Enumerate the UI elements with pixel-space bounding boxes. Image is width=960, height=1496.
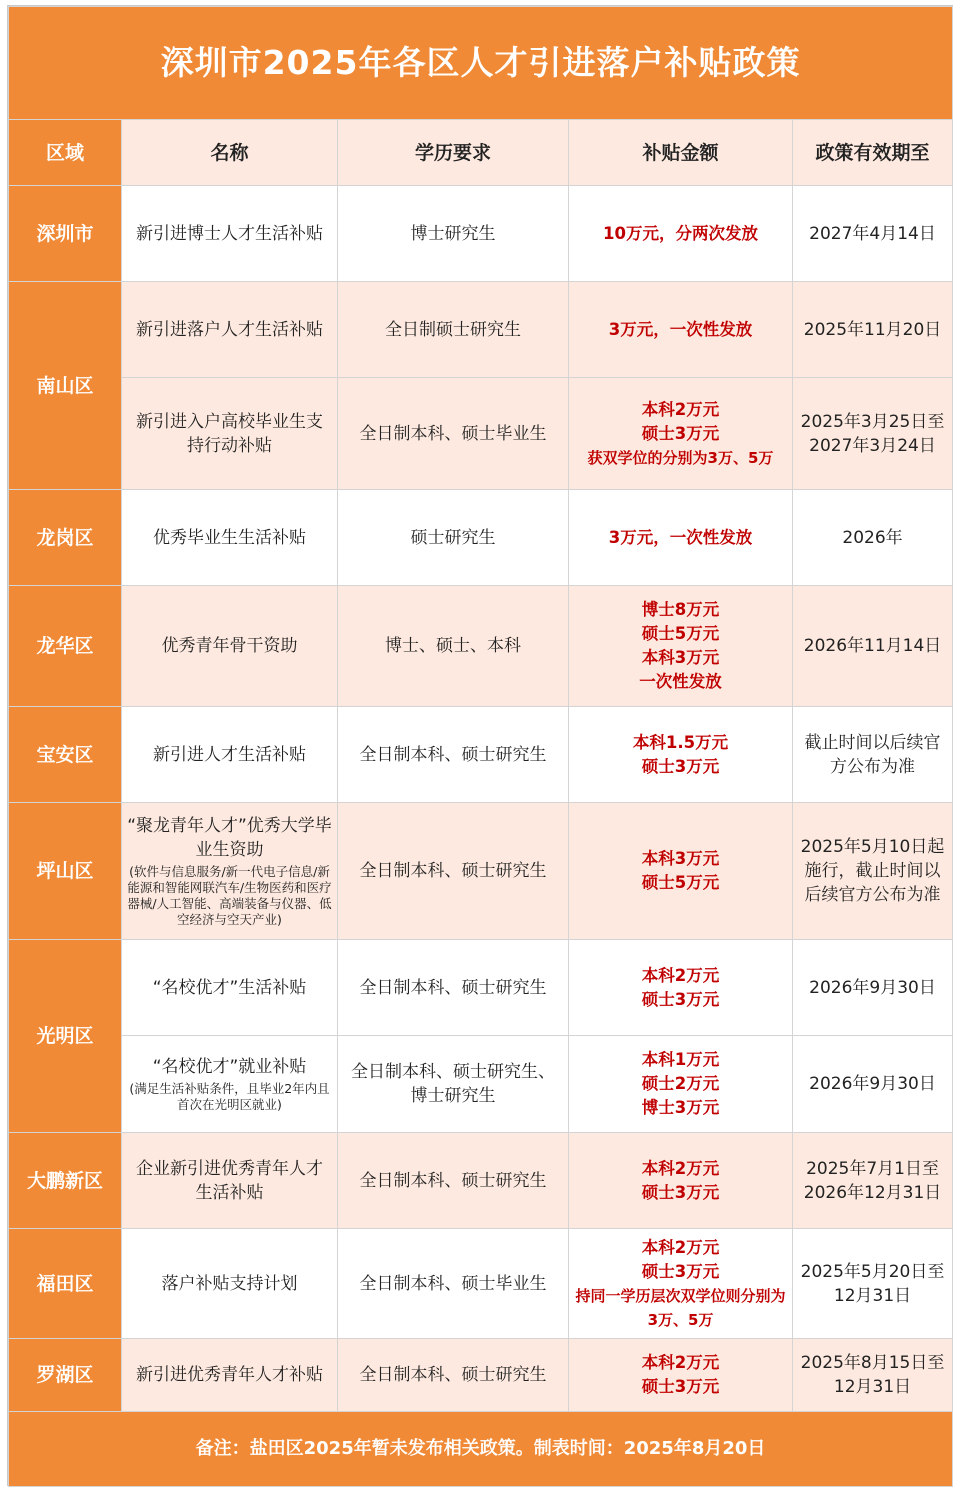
valid-cell (793, 940, 953, 1036)
amount-line: 硕士5万元 (641, 873, 720, 892)
table-row (9, 378, 953, 490)
table-row (9, 707, 953, 803)
valid-line: 方公布为准 (830, 756, 916, 777)
valid-line: 12月31日 (833, 1285, 912, 1306)
region-cell: 坪山区 (9, 803, 122, 940)
amount-line: 本科2万元 (641, 965, 720, 985)
amount-line: 持同一学历层次双学位则分别为3万、5万 (575, 1286, 786, 1329)
amount-line: 本科2万元 (641, 1237, 720, 1257)
valid-cell (793, 1133, 953, 1229)
name-cell: 优秀毕业生生活补贴 (122, 490, 338, 586)
education-cell: 全日制本科、硕士研究生 (338, 707, 569, 803)
education-cell: 博士研究生 (338, 186, 569, 282)
region-cell: 大鹏新区 (9, 1133, 122, 1229)
amount-cell (569, 586, 793, 707)
header-amount: 补贴金额 (569, 120, 793, 186)
amount-cell (569, 1133, 793, 1229)
region-cell: 罗湖区 (9, 1339, 122, 1412)
valid-line: 2026年9月30日 (809, 1074, 936, 1094)
name-cell: 新引进博士人才生活补贴 (122, 186, 338, 282)
valid-line: 2027年4月14日 (809, 223, 936, 244)
amount-line: 本科1.5万元 (632, 732, 729, 752)
valid-line: 2026年12月31日 (803, 1182, 942, 1203)
education-cell: 全日制本科、硕士毕业生 (338, 1229, 569, 1339)
table-row (9, 803, 953, 940)
valid-cell (793, 1036, 953, 1133)
name-cell (122, 803, 338, 940)
amount-cell (569, 490, 793, 586)
valid-line: 12月31日 (833, 1377, 912, 1397)
name-text: “聚龙青年人才”优秀大学毕业生资助 (127, 816, 332, 860)
name-cell: 新引进入户高校毕业生支持行动补贴 (122, 378, 338, 490)
header-name: 名称 (122, 120, 338, 186)
name-cell: 新引进人才生活补贴 (122, 707, 338, 803)
amount-cell (569, 707, 793, 803)
amount-line: 本科3万元 (641, 648, 720, 667)
valid-line: 2026年9月30日 (809, 977, 936, 998)
policy-table (8, 6, 953, 1487)
amount-cell (569, 1036, 793, 1133)
valid-cell (793, 378, 953, 490)
table-header-row (9, 120, 953, 186)
name-text: “名校优才”就业补贴 (152, 1057, 307, 1077)
page-title: 深圳市2025年各区人才引进落户补贴政策 (9, 7, 953, 120)
education-cell: 全日制本科、硕士研究生 (338, 1339, 569, 1412)
valid-cell (793, 490, 953, 586)
region-cell: 光明区 (9, 940, 122, 1133)
region-cell: 宝安区 (9, 707, 122, 803)
valid-line: 2027年3月24日 (809, 435, 936, 456)
header-education: 学历要求 (338, 120, 569, 186)
table-row (9, 1036, 953, 1133)
amount-line: 硕士3万元 (641, 1261, 720, 1281)
valid-cell (793, 282, 953, 378)
amount-line: 本科1万元 (641, 1050, 720, 1069)
name-note: (软件与信息服务/新一代电子信息/新能源和智能网联汽车/生物医药和医疗器械/人工智能、高端装备与仪器、低空经济与空天产业) (127, 864, 332, 927)
amount-cell (569, 282, 793, 378)
region-cell: 深圳市 (9, 186, 122, 282)
valid-line: 截止时间以后续官 (804, 732, 941, 753)
name-cell: 落户补贴支持计划 (122, 1229, 338, 1339)
amount-cell (569, 803, 793, 940)
name-cell: “名校优才”生活补贴 (122, 940, 338, 1036)
amount-line: 本科2万元 (641, 1353, 720, 1372)
name-cell: 新引进优秀青年人才补贴 (122, 1339, 338, 1412)
amount-line: 硕士3万元 (641, 756, 720, 776)
table-row (9, 1133, 953, 1229)
valid-cell (793, 1339, 953, 1412)
table-row (9, 282, 953, 378)
policy-table-card (7, 5, 953, 1486)
valid-line: 后续官方公布为准 (804, 885, 941, 905)
region-cell: 南山区 (9, 282, 122, 490)
valid-line: 2025年5月10日起 (800, 837, 945, 857)
name-cell: 企业新引进优秀青年人才生活补贴 (122, 1133, 338, 1229)
amount-cell (569, 940, 793, 1036)
amount-line: 硕士3万元 (641, 1377, 720, 1396)
name-cell: 优秀青年骨干资助 (122, 586, 338, 707)
table-row (9, 1339, 953, 1412)
amount-cell (569, 1339, 793, 1412)
amount-line: 本科2万元 (641, 1158, 720, 1178)
region-cell: 龙华区 (9, 586, 122, 707)
valid-line: 2025年5月20日至 (800, 1261, 945, 1282)
education-cell: 全日制本科、硕士研究生 (338, 940, 569, 1036)
table-row (9, 940, 953, 1036)
amount-line: 硕士5万元 (641, 624, 720, 643)
table-row (9, 1229, 953, 1339)
education-cell: 全日制本科、硕士毕业生 (338, 378, 569, 490)
amount-line: 10万元，分两次发放 (603, 223, 758, 243)
amount-line: 硕士3万元 (641, 989, 720, 1009)
name-cell: 新引进落户人才生活补贴 (122, 282, 338, 378)
education-cell: 全日制硕士研究生 (338, 282, 569, 378)
amount-line: 3万元，一次性发放 (608, 319, 753, 339)
footer-note: 备注：盐田区2025年暂未发布相关政策。制表时间：2025年8月20日 (9, 1412, 953, 1487)
amount-line: 3万元，一次性发放 (608, 527, 753, 547)
header-valid: 政策有效期至 (793, 120, 953, 186)
header-region: 区域 (9, 120, 122, 186)
valid-line: 2025年8月15日至 (800, 1353, 945, 1373)
valid-line: 2025年3月25日至 (800, 411, 945, 432)
amount-line: 本科3万元 (641, 849, 720, 868)
table-row (9, 586, 953, 707)
amount-line: 硕士2万元 (641, 1074, 720, 1093)
amount-line: 博士8万元 (641, 600, 720, 619)
amount-cell (569, 1229, 793, 1339)
education-cell: 全日制本科、硕士研究生、博士研究生 (338, 1036, 569, 1133)
name-note: (满足生活补贴条件，且毕业2年内且首次在光明区就业) (129, 1081, 330, 1112)
amount-line: 硕士3万元 (641, 1182, 720, 1202)
name-cell (122, 1036, 338, 1133)
amount-line: 获双学位的分别为3万、5万 (587, 448, 774, 467)
valid-line: 2025年11月20日 (803, 319, 942, 340)
amount-line: 本科2万元 (641, 399, 720, 419)
valid-cell (793, 707, 953, 803)
valid-cell (793, 1229, 953, 1339)
valid-line: 2026年 (842, 527, 903, 548)
valid-cell (793, 803, 953, 940)
education-cell: 硕士研究生 (338, 490, 569, 586)
amount-line: 硕士3万元 (641, 423, 720, 443)
amount-line: 博士3万元 (641, 1098, 720, 1117)
valid-line: 2026年11月14日 (803, 636, 942, 656)
valid-line: 施行，截止时间以 (804, 861, 941, 881)
amount-cell (569, 378, 793, 490)
education-cell: 博士、硕士、本科 (338, 586, 569, 707)
valid-cell (793, 586, 953, 707)
valid-line: 2025年7月1日至 (806, 1158, 939, 1179)
region-cell: 福田区 (9, 1229, 122, 1339)
table-row (9, 490, 953, 586)
table-row (9, 186, 953, 282)
amount-cell (569, 186, 793, 282)
education-cell: 全日制本科、硕士研究生 (338, 803, 569, 940)
education-cell: 全日制本科、硕士研究生 (338, 1133, 569, 1229)
amount-line: 一次性发放 (639, 672, 722, 691)
region-cell: 龙岗区 (9, 490, 122, 586)
valid-cell (793, 186, 953, 282)
